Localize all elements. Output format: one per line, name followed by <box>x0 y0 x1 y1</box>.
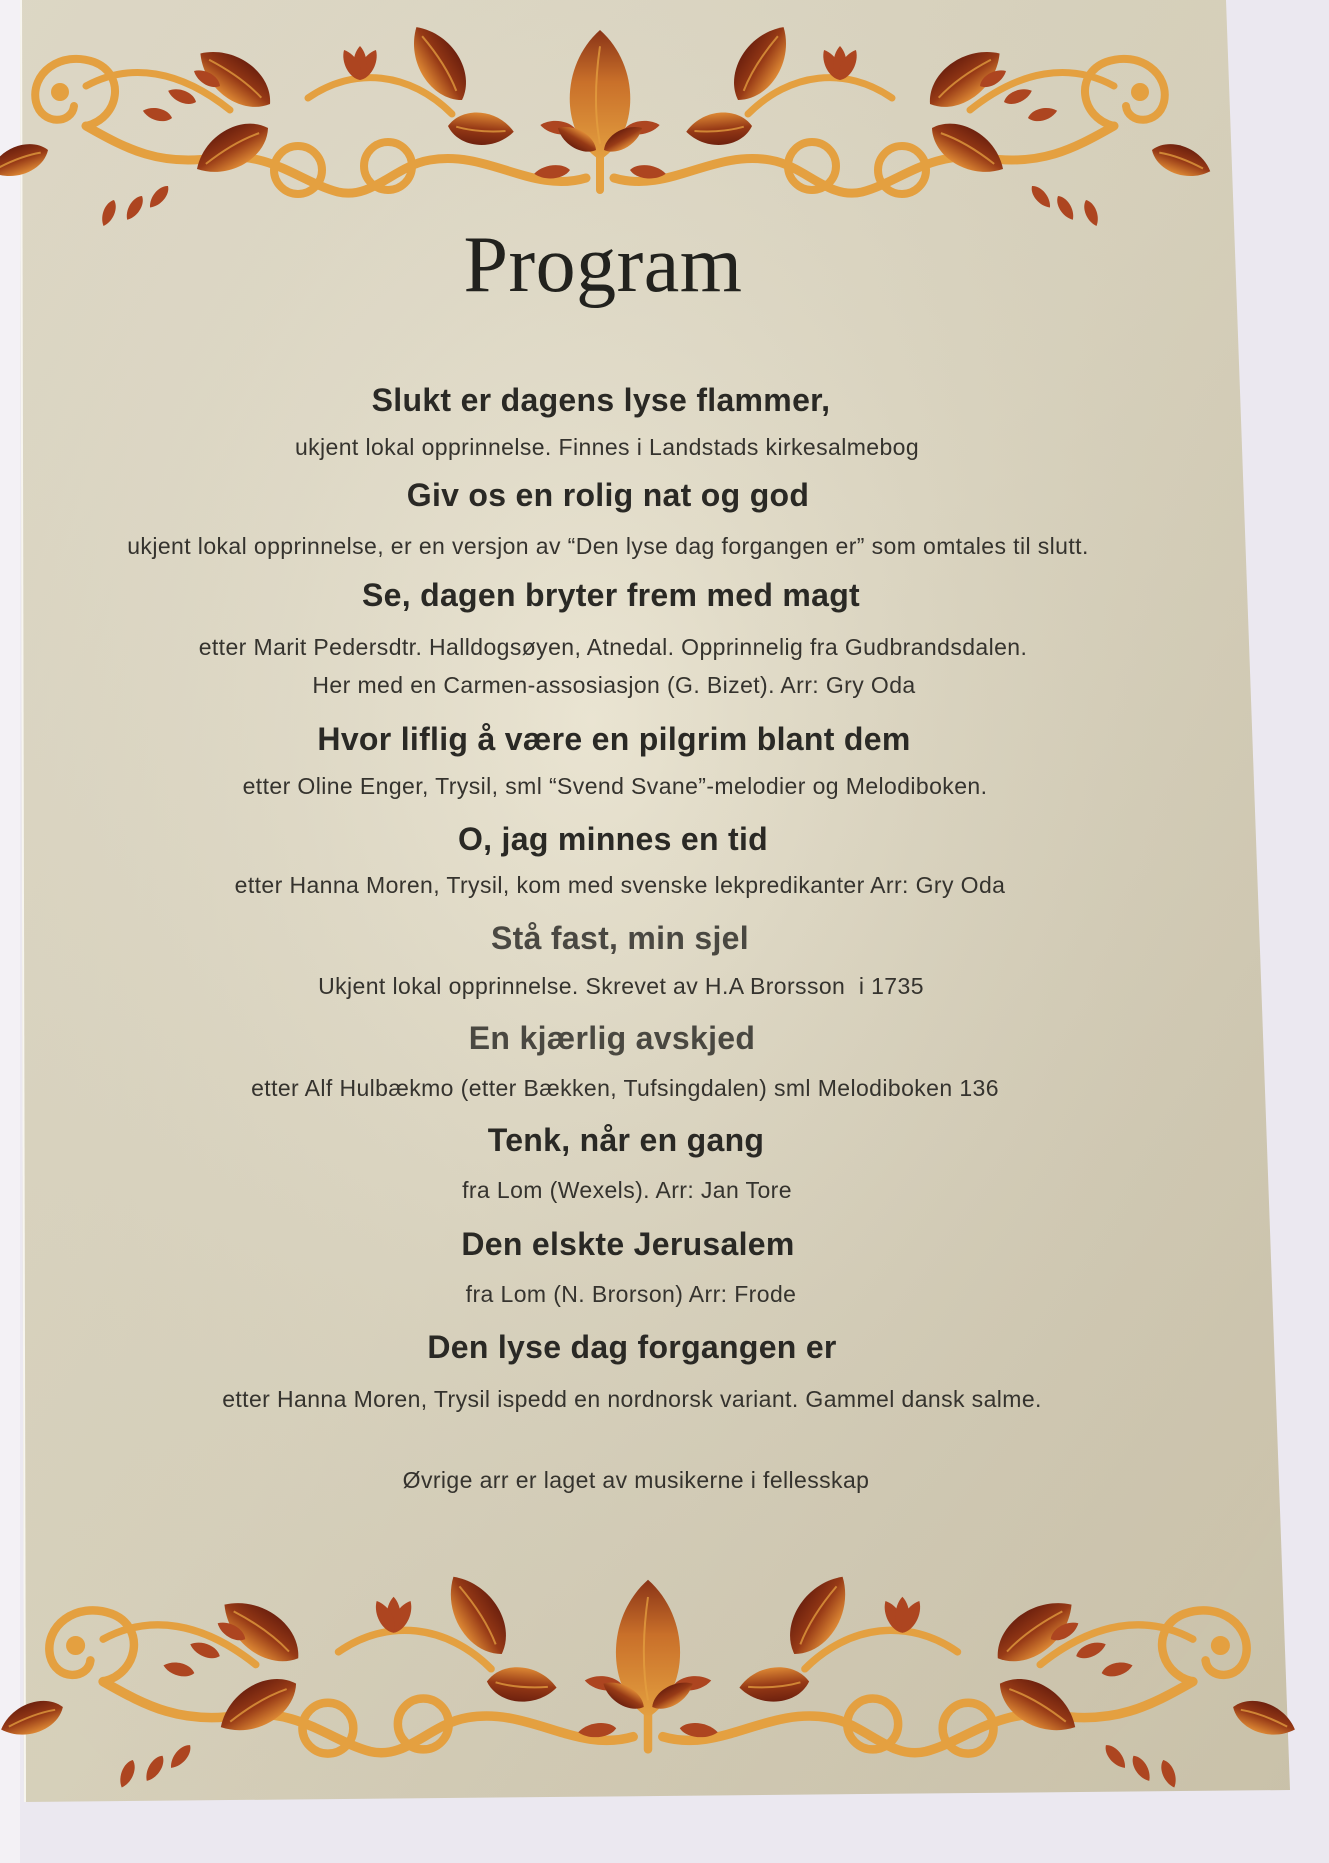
ornament-petal <box>122 193 146 223</box>
song-title: En kjærlig avskjed <box>468 1020 756 1056</box>
ornament-leaf <box>435 1565 520 1665</box>
ornament-leaf <box>0 137 53 185</box>
ornament-petal <box>142 1753 168 1784</box>
song-title: Se, dagen bryter frem med magt <box>361 577 861 613</box>
ornament-leaf <box>922 111 1012 185</box>
ornament-petal <box>1081 198 1102 228</box>
ornament-left-half <box>0 1565 633 1789</box>
ornament-scroll <box>49 1610 134 1681</box>
ornament-petal <box>1027 105 1059 124</box>
page-title: Program <box>463 221 743 309</box>
ornament-dot <box>51 83 69 101</box>
song-note: Ukjent lokal opprinnelse. Skrevet av H.A Brorsson i 1735 <box>318 973 924 999</box>
ornament-petal <box>1053 193 1077 223</box>
ornament-scroll <box>35 59 115 126</box>
ornament-center <box>599 1580 698 1750</box>
ornament-scroll <box>1085 59 1165 126</box>
song-title: Tenk, når en gang <box>487 1122 765 1158</box>
song-title: Stå fast, min sjel <box>491 920 749 956</box>
song-title: Den elskte Jerusalem <box>461 1226 795 1262</box>
song-note: etter Marit Pedersdtr. Halldogsøyen, Atnedal. Opprinnelig fra Gudbrandsdalen. <box>198 634 1028 660</box>
ornament-dot <box>66 1636 85 1655</box>
ornament-left-half <box>0 16 586 228</box>
ornament-leaf <box>1147 137 1215 185</box>
ornament-right-half <box>614 16 1215 228</box>
ornament-leaf <box>738 1665 811 1705</box>
ornament-scroll <box>614 126 1114 193</box>
ornament-leaf <box>776 1565 861 1665</box>
ornament-leaf <box>0 1693 68 1744</box>
ornament-petal <box>1028 182 1054 211</box>
ornament-petal <box>116 1758 138 1790</box>
ornament-petal <box>1158 1758 1180 1790</box>
ornament-leaf <box>187 111 277 185</box>
ornament-scroll <box>663 1682 1193 1753</box>
top-ornament <box>0 16 1215 228</box>
song-title: Hvor liflig å være en pilgrim blant dem <box>317 721 911 757</box>
song-note: etter Hanna Moren, Trysil ispedd en nordnorsk variant. Gammel dansk salme. <box>222 1386 1042 1412</box>
song-note: ukjent lokal opprinnelse. Finnes i Landstads kirkesalmebog <box>294 434 920 460</box>
song-title: O, jag minnes en tid <box>457 821 769 857</box>
ornament-petal <box>162 1659 196 1679</box>
song-title: Slukt er dagens lyse flammer, <box>371 382 831 418</box>
ornament-leaf <box>990 1666 1086 1745</box>
song-note: fra Lom (Wexels). Arr: Jan Tore <box>462 1177 792 1203</box>
song-note: Her med en Carmen-assosiasjon (G. Bizet). Arr: Gry Oda <box>312 672 916 698</box>
ornament-right-half <box>663 1565 1300 1789</box>
ornament-center <box>553 30 646 190</box>
song-note: ukjent lokal opprinnelse, er en versjon av “Den lyse dag forgangen er” som omtales til slutt. <box>127 533 1089 559</box>
ornament-leaf <box>211 1666 307 1745</box>
song-note: fra Lom (N. Brorson) Arr: Frode <box>465 1281 797 1307</box>
ornament-leaf <box>721 16 801 110</box>
song-title: Giv os en rolig nat og god <box>406 477 810 513</box>
ornament-leaf <box>399 16 479 110</box>
ornament-scroll <box>103 1682 633 1753</box>
ornament-petal <box>146 182 172 211</box>
ornament-leaf <box>685 110 754 148</box>
bottom-ornament <box>0 1565 1300 1789</box>
ornament-petal <box>1101 1741 1129 1771</box>
song-note: etter Oline Enger, Trysil, sml “Svend Svane”-melodier og Melodiboken. <box>242 773 988 799</box>
ornament-dot <box>1211 1636 1230 1655</box>
ornament-petal <box>1128 1753 1154 1784</box>
footer-note: Øvrige arr er laget av musikerne i fellesskap <box>402 1467 870 1493</box>
ornament-petal <box>141 105 173 124</box>
song-note: etter Alf Hulbækmo (etter Bækken, Tufsingdalen) sml Melodiboken 136 <box>251 1075 999 1101</box>
ornament-leaf <box>485 1665 558 1705</box>
song-note: etter Hanna Moren, Trysil, kom med svenske lekpredikanter Arr: Gry Oda <box>234 872 1006 898</box>
ornament-scroll <box>86 126 586 193</box>
song-title: Den lyse dag forgangen er <box>427 1329 837 1365</box>
ornament-petal <box>166 1741 194 1771</box>
ornament-petal <box>1100 1659 1134 1679</box>
ornament-scroll <box>1162 1610 1247 1681</box>
ornament-petal <box>98 198 119 228</box>
ornament-leaf <box>447 110 516 148</box>
ornament-dot <box>1131 83 1149 101</box>
ornament-leaf <box>1228 1693 1300 1744</box>
